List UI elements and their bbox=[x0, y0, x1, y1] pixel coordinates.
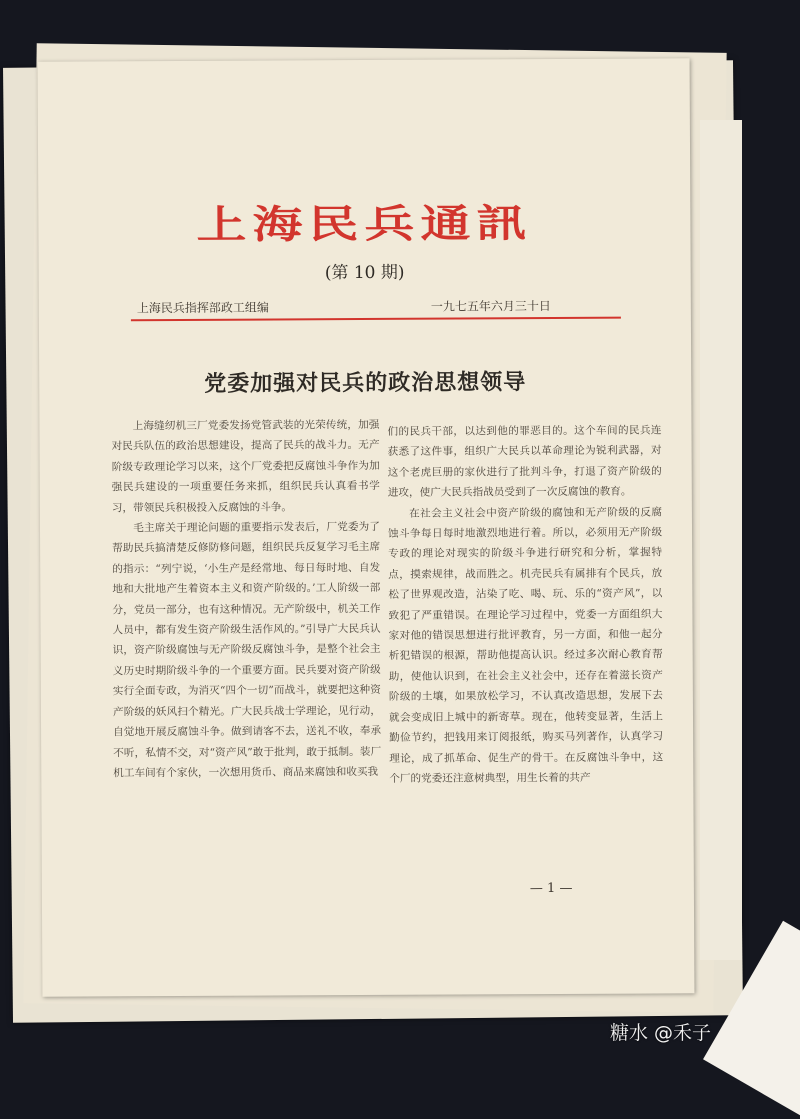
paper-stack-edge bbox=[700, 120, 742, 960]
newsletter-page bbox=[38, 58, 695, 996]
article-left-column bbox=[111, 415, 381, 784]
article-paragraph: 们的民兵干部，以达到他的罪恶目的。这个车间的民兵连获悉了这件事，组织广大民兵以革命理论为锐利武器，对这个老虎巨册的家伙进行了批判斗争，打退了资产阶级的进攻，使广大民兵指战员受到了一次反腐蚀的教育。 bbox=[387, 424, 662, 500]
article-right-column bbox=[387, 420, 663, 789]
masthead-title: 上海民兵通訊 bbox=[196, 200, 533, 248]
article-paragraph: 上海缝纫机三厂党委发扬党管武装的光荣传统，加强对民兵队伍的政治思想建设，提高了民兵的战斗力。无产阶级专政理论学习以来，这个厂党委把反腐蚀斗争作为加强民兵建设的一项重要任务来抓，组织民兵认真看书学习，带领民兵积极投入反腐蚀的斗争。 bbox=[111, 418, 380, 514]
publication-date: 一九七五年六月三十日 bbox=[430, 299, 551, 314]
issue-number: (第 10 期) bbox=[324, 262, 405, 284]
editor-credit: 上海民兵指挥部政工组编 bbox=[136, 300, 269, 316]
page-number: — 1 — bbox=[529, 880, 573, 897]
watermark: 糖水 @禾子 bbox=[610, 1022, 712, 1044]
article-paragraph: 毛主席关于理论问题的重要指示发表后，厂党委为了帮助民兵搞清楚反修防修问题，组织民兵反复学习毛主席的指示：“列宁说，‘小生产是经常地、每日每时地、自发地和大批地产生着资本主义和资产阶级的。’工人阶级一部分，党员一部分，也有这种情况。无产阶级中，机关工作人员中，都有发生资产阶级生活作风的。”引导广大民兵认识，资产阶级腐蚀与无产阶级反腐蚀斗争，是整个社会主义历史时期阶级斗争的一个重要方面。民兵要对资产阶级实行全面专政，为消灭“四个一切”而战斗，就要把这种资产阶级的妖风扫个精光。广大民兵战士学理论，见行动，自觉地开展反腐蚀斗争。做到请客不去，送礼不收，奉承不听，私情不交，对“资产风”敢于批判，敢于抵制。装厂机工车间有个家伙，一次想用货币、商品来腐蚀和收买我 bbox=[112, 520, 382, 780]
masthead-divider bbox=[131, 317, 621, 322]
article-headline: 党委加强对民兵的政治思想领导 bbox=[204, 369, 527, 397]
article-paragraph: 在社会主义社会中资产阶级的腐蚀和无产阶级的反腐蚀斗争每日每时地激烈地进行着。所以，必须用无产阶级专政的理论对现实的阶级斗争进行研究和分析，掌握特点，摸索规律，战而胜之。机壳民兵有属排有个民兵，放松了世界观改造，沾染了吃、喝、玩、乐的“资产风”，以致犯了严重错误。在理论学习过程中，党委一方面组织大家对他的错误思想进行批评教育，另一方面，和他一起分析犯错误的根源，帮助他提高认识。经过多次耐心教育帮助，使他认识到，在社会主义社会中，还存在着滋长资产阶级的土壤，如果放松学习，不认真改造思想，发展下去就会变成旧上城中的新寄草。现在，他转变显著，生活上勤俭节约，把钱用来订阅报纸，购买马列著作，认真学习理论，成了抓革命、促生产的骨干。在反腐蚀斗争中，这个厂的党委还注意树典型，用生长着的共产 bbox=[388, 506, 664, 785]
